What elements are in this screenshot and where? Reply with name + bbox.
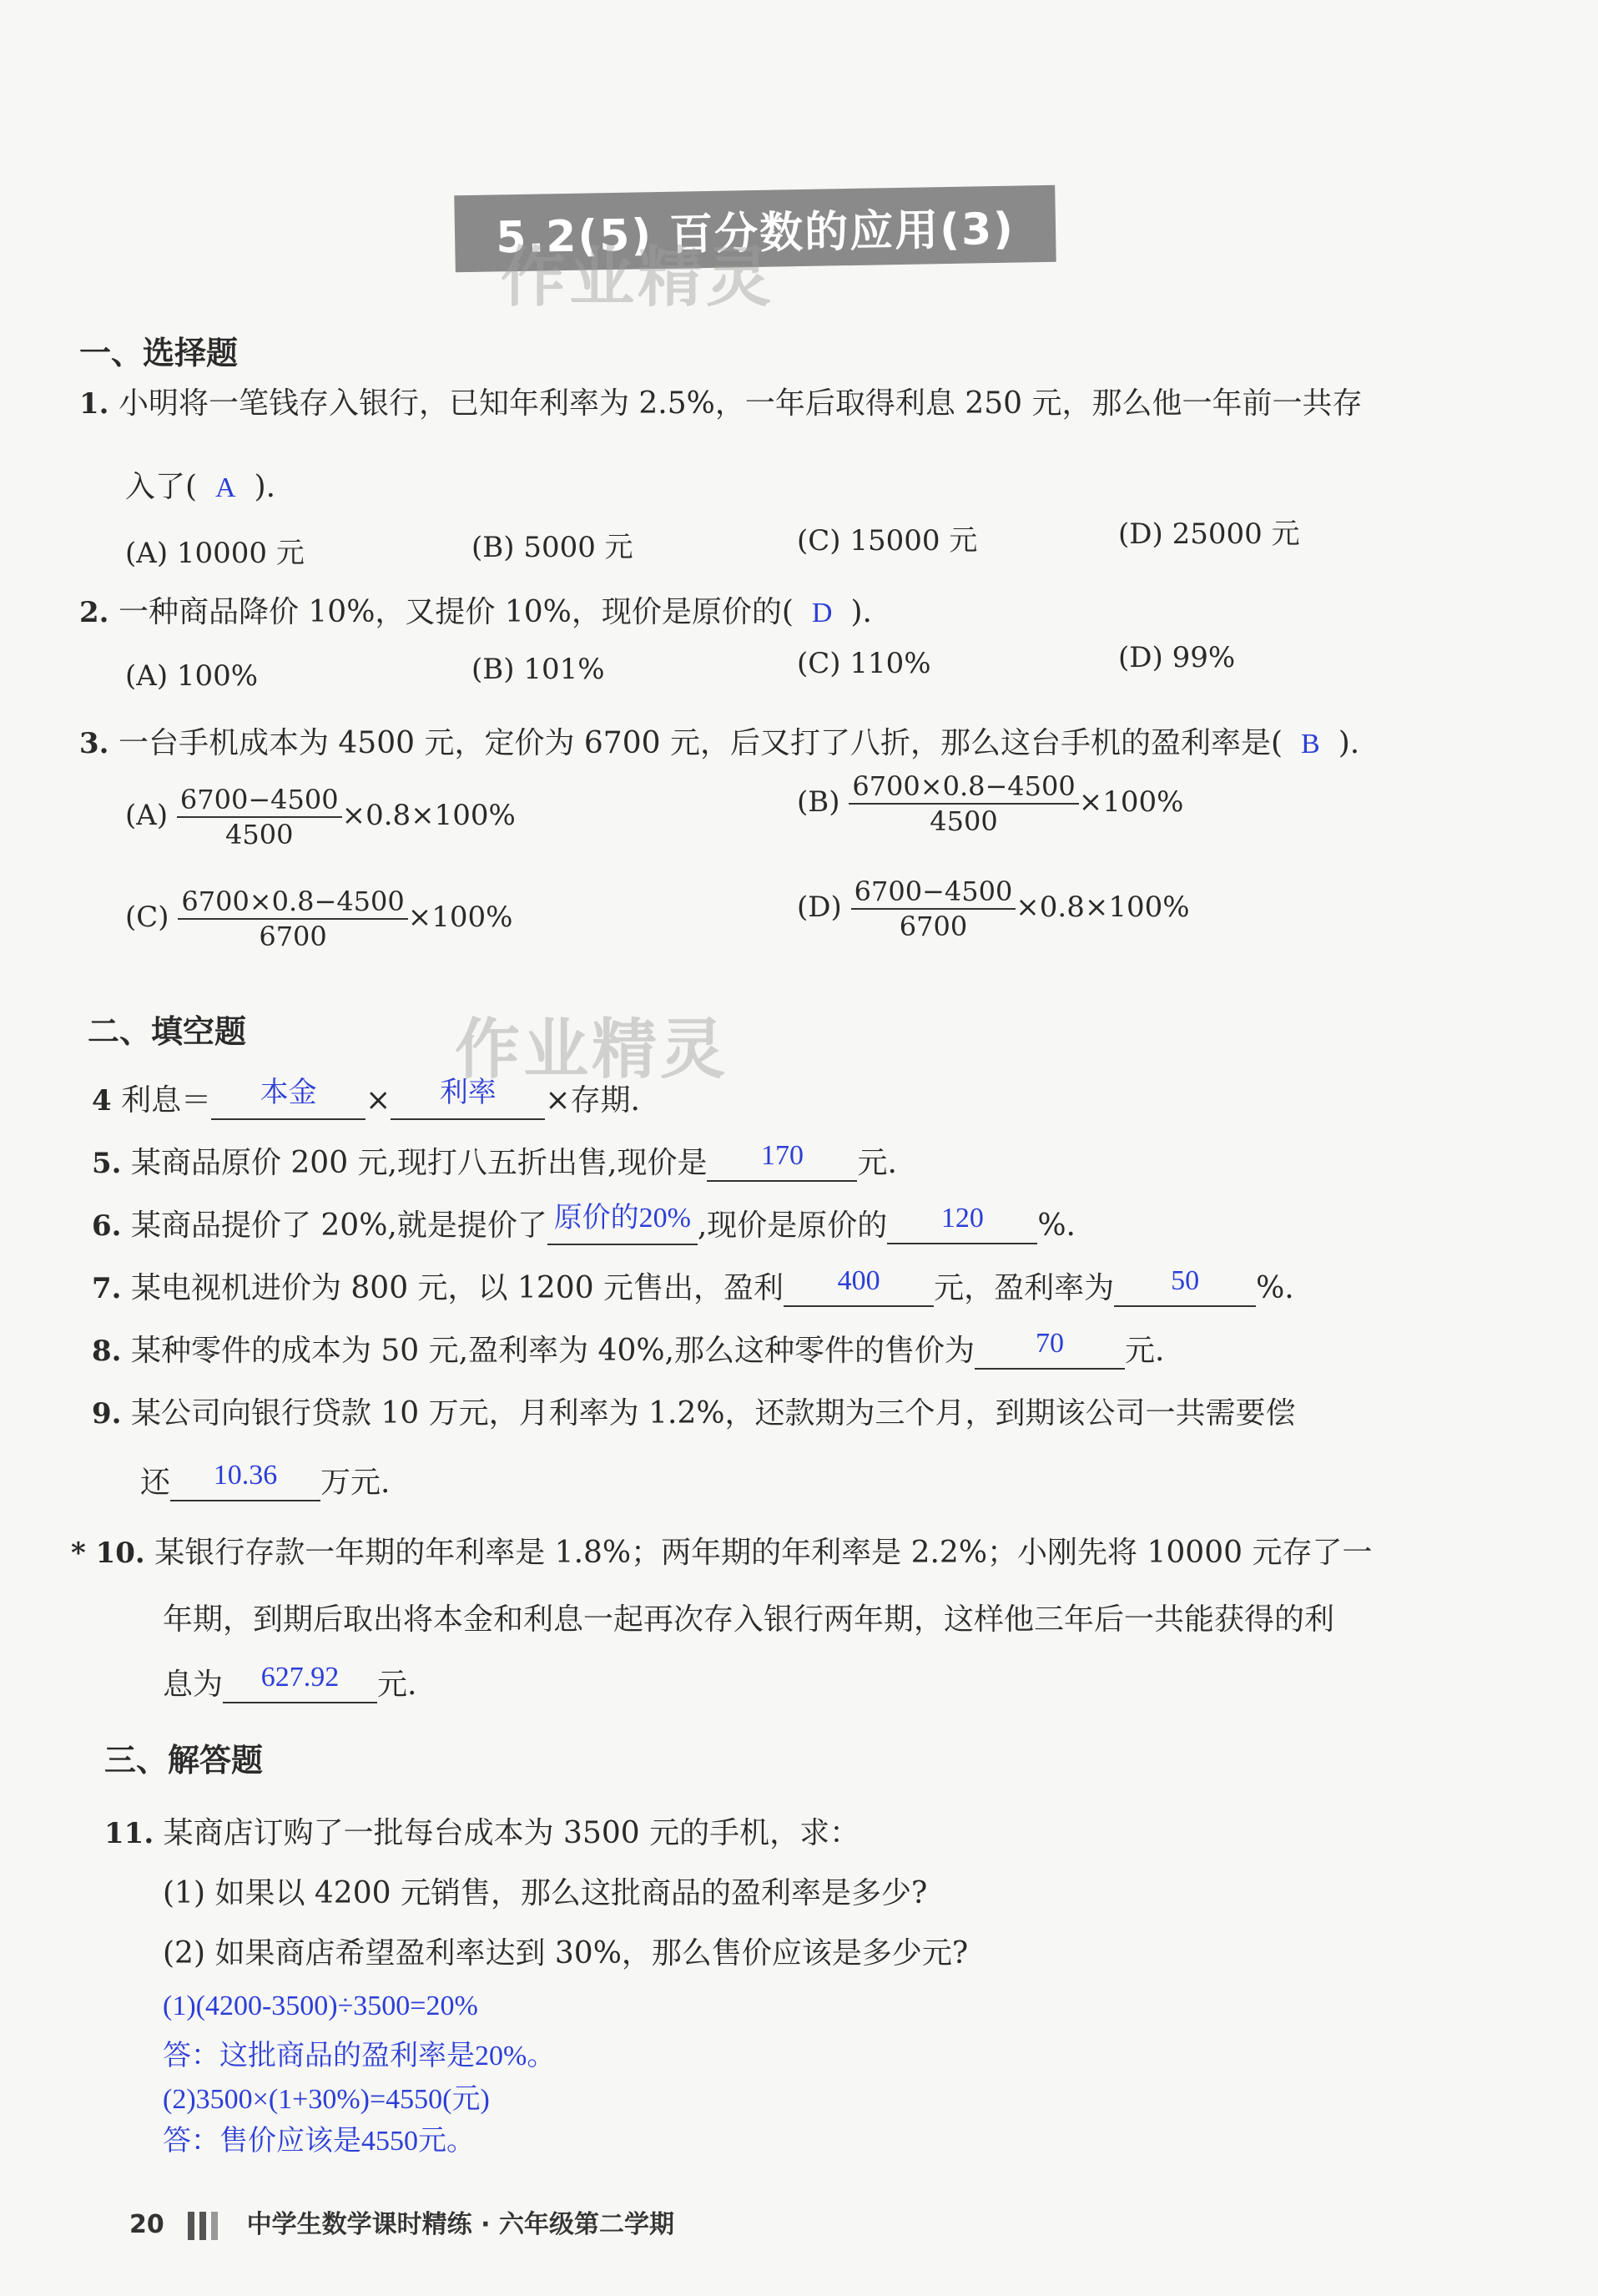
section-heading-choice: 一、选择题: [79, 335, 239, 371]
answer: 70: [1036, 1328, 1064, 1359]
answer: B: [1301, 729, 1320, 759]
solution-line: 答：售价应该是4550元。: [163, 2126, 475, 2157]
question-10: * 10. 某银行存款一年期的年利率是 1.8%；两年期的年利率是 2.2%；小刚先将 10000 元存了一: [71, 1536, 1373, 1570]
option-d: (D) $\frac{6700-4500}{6700}$ ×0.8×100%: [797, 876, 1190, 942]
question-7: 7. 某电视机进价为 800 元，以 1200 元售出，盈利 400 元，盈利率为 50 %.: [92, 1265, 1294, 1305]
option: (C) 110%: [797, 647, 931, 680]
question-10-line3: 息为 627.92 元.: [163, 1662, 417, 1702]
question-1: 1. 小明将一笔钱存入银行，已知年利率为 2.5%，一年后取得利息 250 元，那么他一年前一共存: [79, 386, 1363, 421]
option: (D) 99%: [1118, 641, 1236, 674]
option: (D) 25000 元: [1118, 517, 1300, 551]
answer: 本金: [260, 1077, 317, 1108]
answer: 原价的20%: [553, 1203, 692, 1234]
question-9: 9. 某公司向银行贷款 10 万元，月利率为 1.2%，还款期为三个月，到期该公司一共需要偿: [92, 1396, 1296, 1431]
answer: 120: [940, 1203, 984, 1234]
question-5: 5. 某商品原价 200 元,现打八五折出售,现价是 170 元.: [92, 1140, 897, 1180]
page-title: 5.2(5) 百分数的应用(3): [454, 185, 1056, 273]
question-8: 8. 某种零件的成本为 50 元,盈利率为 40%,那么这种零件的售价为 70 元.: [92, 1328, 1165, 1368]
option: (B) 101%: [471, 653, 605, 686]
option: (C) 15000 元: [797, 524, 978, 558]
answer: 50: [1171, 1265, 1200, 1296]
question-11-part1: (1) 如果以 4200 元销售，那么这批商品的盈利率是多少?: [163, 1876, 928, 1910]
option: (A) 100%: [125, 659, 259, 693]
question-1-line2: 入了( A ).: [125, 470, 276, 504]
watermark: 作业精灵: [455, 1012, 729, 1087]
answer: D: [811, 598, 833, 628]
page-footer: [129, 2203, 674, 2240]
answer: 627.92: [260, 1662, 340, 1693]
question-11: 11. 某商店订购了一批每台成本为 3500 元的手机，求：: [104, 1816, 860, 1850]
section-heading-fill: 二、填空题: [88, 1013, 247, 1050]
answer: 10.36: [213, 1460, 278, 1491]
question-10-line2: 年期，到期后取出将本金和利息一起再次存入银行两年期，这样他三年后一共能获得的利: [163, 1602, 1335, 1637]
option-c: (C) $\frac{6700\times 0.8-4500}{6700}$ ×100%: [125, 886, 513, 952]
option-b: (B) $\frac{6700\times 0.8-4500}{4500}$ ×100%: [797, 770, 1184, 837]
answer: 利率: [439, 1077, 497, 1108]
question-2: 2. 一种商品降价 10%，又提价 10%，现价是原价的( D ).: [79, 595, 872, 629]
question-3: 3. 一台手机成本为 4500 元，定价为 6700 元，后又打了八折，那么这台手机的盈利率是( B ).: [79, 726, 1360, 760]
option: (A) 10000 元: [125, 537, 305, 570]
answer: 170: [760, 1140, 804, 1171]
question-9-line2: 还 10.36 万元.: [140, 1460, 391, 1500]
option: (B) 5000 元: [471, 531, 633, 564]
question-11-part2: (2) 如果商店希望盈利率达到 30%，那么售价应该是多少元?: [163, 1936, 969, 1971]
book-title: 中学生数学课时精练 · 六年级第二学期: [246, 2210, 674, 2239]
solution-line: (1)(4200-3500)÷3500=20%: [163, 1991, 478, 2021]
section-heading-solve: 三、解答题: [104, 1742, 264, 1779]
option-a: (A) $\frac{6700-4500}{4500}$ ×0.8×100%: [125, 784, 516, 850]
watermark: 作业精灵: [501, 240, 775, 315]
answer: 400: [837, 1265, 880, 1296]
divider-bars-icon: [188, 2210, 223, 2239]
answer: A: [215, 472, 236, 503]
solution-line: (2)3500×(1+30%)=4550(元): [163, 2084, 490, 2115]
page-number: 20: [129, 2210, 164, 2239]
solution-line: 答：这批商品的盈利率是20%。: [163, 2041, 556, 2071]
question-4: 4 利息＝ 本金 × 利率 ×存期.: [92, 1077, 640, 1120]
question-6: 6. 某商品提价了 20%,就是提价了 原价的20% ,现价是原价的 120 %.: [92, 1202, 1076, 1245]
